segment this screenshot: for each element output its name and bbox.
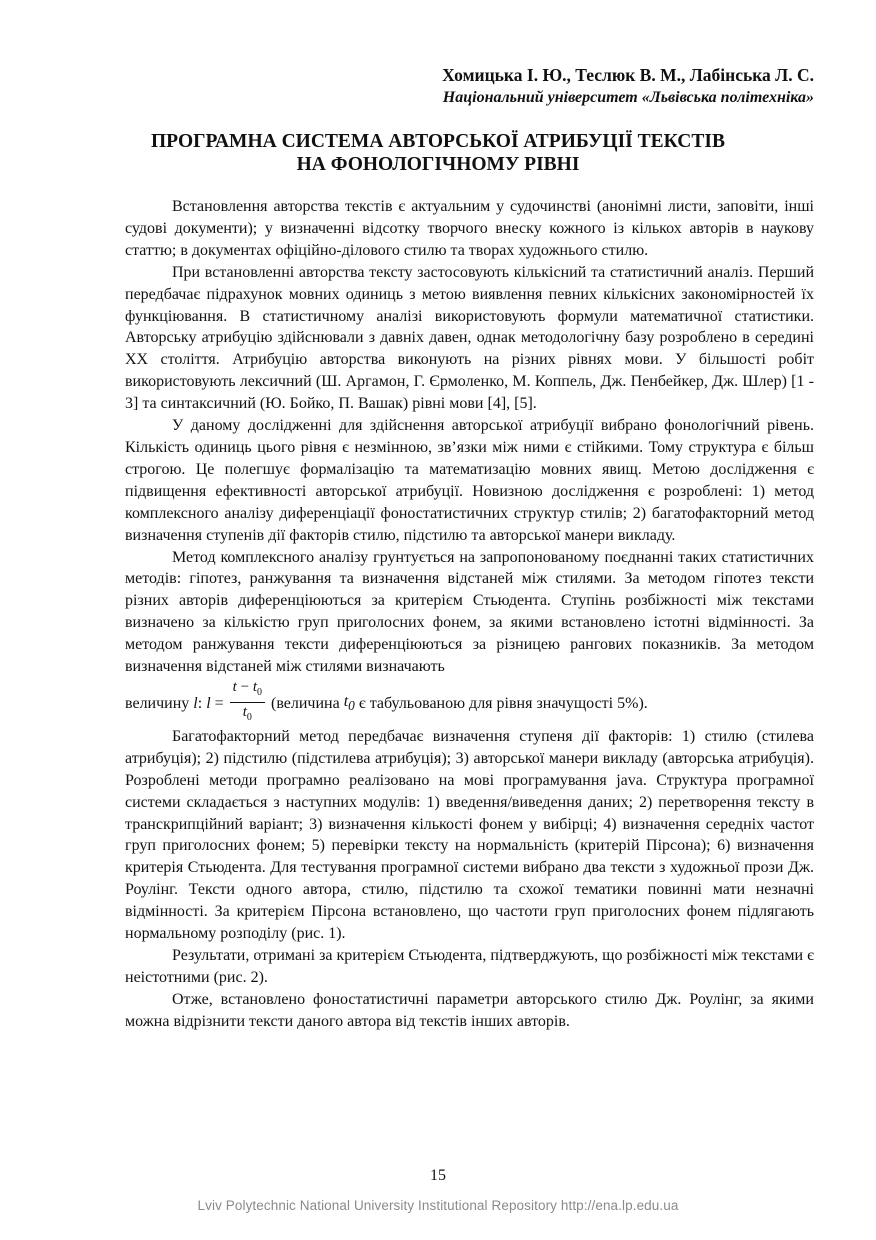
denominator-sub: 0 [246, 711, 252, 723]
paragraph-1: Встановлення авторства текстів є актуальним у судочинстві (анонімні листи, заповіти, інші судові документи); у визначенні відсотку творчого внеску кожного із кількох авторів в наукову статтю; в документах офіційно-ділового стилю та творах художнього стилю. [125, 198, 814, 259]
formula-denominator [230, 703, 265, 727]
numerator-t: t [232, 678, 237, 695]
page-number: 15 [430, 1167, 446, 1184]
note-sub: 0 [348, 698, 355, 714]
paragraph-7: Отже, встановлено фоностатистичні параметри авторського стилю Дж. Роулінг, за якими можна відрізнити тексти даного автора від текстів інших авторів. [125, 990, 814, 1030]
formula-lhs: l [206, 695, 211, 713]
title-line-2: НА ФОНОЛОГІЧНОМУ РІВНІ [296, 154, 580, 175]
denominator-t: t [242, 703, 247, 720]
formula-var: l [193, 695, 198, 713]
formula-line [125, 678, 814, 726]
formula-fraction [230, 678, 265, 727]
authors: Хомицька І. Ю., Теслюк В. М., Лабінська Л. С. [442, 65, 814, 85]
paragraph-4: Метод комплексного аналізу грунтується на запропонованому поєднанні таких статистичних методів: гіпотез, ранжування та визначення відстаней між стилями. За методом гіпотез тексти різних авторів диференціюються за критерієм Стьюдента. Ступінь розбіжності між текстами визначено за кількістю груп приголосних фонем, за якими встановлено істотні відмінності. За методом ранжування тексти диференціюються за різницею рангових показників. За методом визначення відстаней між стилями визначають [125, 548, 814, 676]
paragraph-6: Результати, отримані за критерієм Стьюдента, підтверджують, що розбіжності між текстами є неістотними (рис. 2). [125, 947, 814, 986]
formula-lead: величину [125, 695, 194, 713]
body-text [125, 196, 814, 1033]
formula-eq: = [210, 695, 228, 713]
formula-note-t0 [343, 692, 355, 714]
numerator-sub: 0 [256, 686, 262, 698]
formula-numerator [230, 678, 265, 703]
numerator-t0: t [252, 678, 257, 695]
repository-footer: Lviv Polytechnic National University Institutional Repository http://ena.lp.edu.ua [197, 1198, 679, 1213]
formula-colon: : [197, 695, 207, 713]
note-t: t [343, 692, 349, 710]
affiliation: Національний університет «Львівська політехніка» [442, 89, 814, 106]
title-line-1: ПРОГРАМНА СИСТЕМА АВТОРСЬКОЇ АТРИБУЦІЇ ТЕКСТІВ [151, 131, 725, 152]
formula-note-rest: є табульованою для рівня значущості 5%). [354, 695, 648, 713]
numerator-minus: − [236, 678, 253, 695]
formula-note-open: (величина [270, 695, 344, 713]
paragraph-3: У даному дослідженні для здійснення авторської атрибуції вибрано фонологічний рівень. Кількість одиниць цього рівня є незмінною, зв’язки між ними є стійкими. Тому структура є більш строгою. Це полегшує формалізацію та математизацію мовних явищ. Метою дослідження є підвищення ефективності авторської атрибуції. Новизною дослідження є розроблені: 1) метод комплексного аналізу диференціації фоностатистичних структур стилів; 2) багатофакторний метод визначення ступенів дії факторів стилю, підстилю та авторської манери викладу. [125, 417, 814, 544]
paragraph-2: При встановленні авторства тексту застосовують кількісний та статистичний аналіз. Перший передбачає підрахунок мовних одиниць з метою виявлення певних кількісних закономірностей їх функціювання. В статистичному аналізі використовують формули математичної статистики. Авторську атрибуцію здійснювали з давніх давен, однак методологічну базу розроблено в середині XX століття. Атрибуцію авторства виконують на різних рівнях мови. У більшості робіт використовують лексичний (Ш. Аргамон, Г. Єрмоленко, М. Коппель, Дж. Пенбейкер, Дж. Шлер) [1 - 3] та синтаксичний (Ю. Бойко, П. Вашак) рівні мови [4], [5]. [125, 263, 814, 413]
paragraph-5: Багатофакторний метод передбачає визначення ступеня дії факторів: 1) стилю (стилева атрибуція); 2) підстилю (підстилева атрибуція); 3) авторської манери викладу (авторська атрибуція). Розроблені методи програмно реалізовано на мові програмування java. Структура програмної системи складається з наступних модулів: 1) введення/виведення даних; 2) перетворення тексту в транскрипційний варіант; 3) визначення кількості фонем у вибірці; 4) визначення середніх частот груп приголосних фонем; 5) перевірки тексту на нормальність (критерій Пірсона); 6) визначення критерія Стьюдента. Для тестування програмної системи вибрано два тексти з художньої прози Дж. Роулінг. Тексти одного автора, стилю, підстилю та схожої тематики повинні мати незначні відмінності. За критерієм Пірсона встановлено, що частоти груп приголосних фонем підлягають нормальному розподілу (рис. 1). [125, 727, 814, 943]
